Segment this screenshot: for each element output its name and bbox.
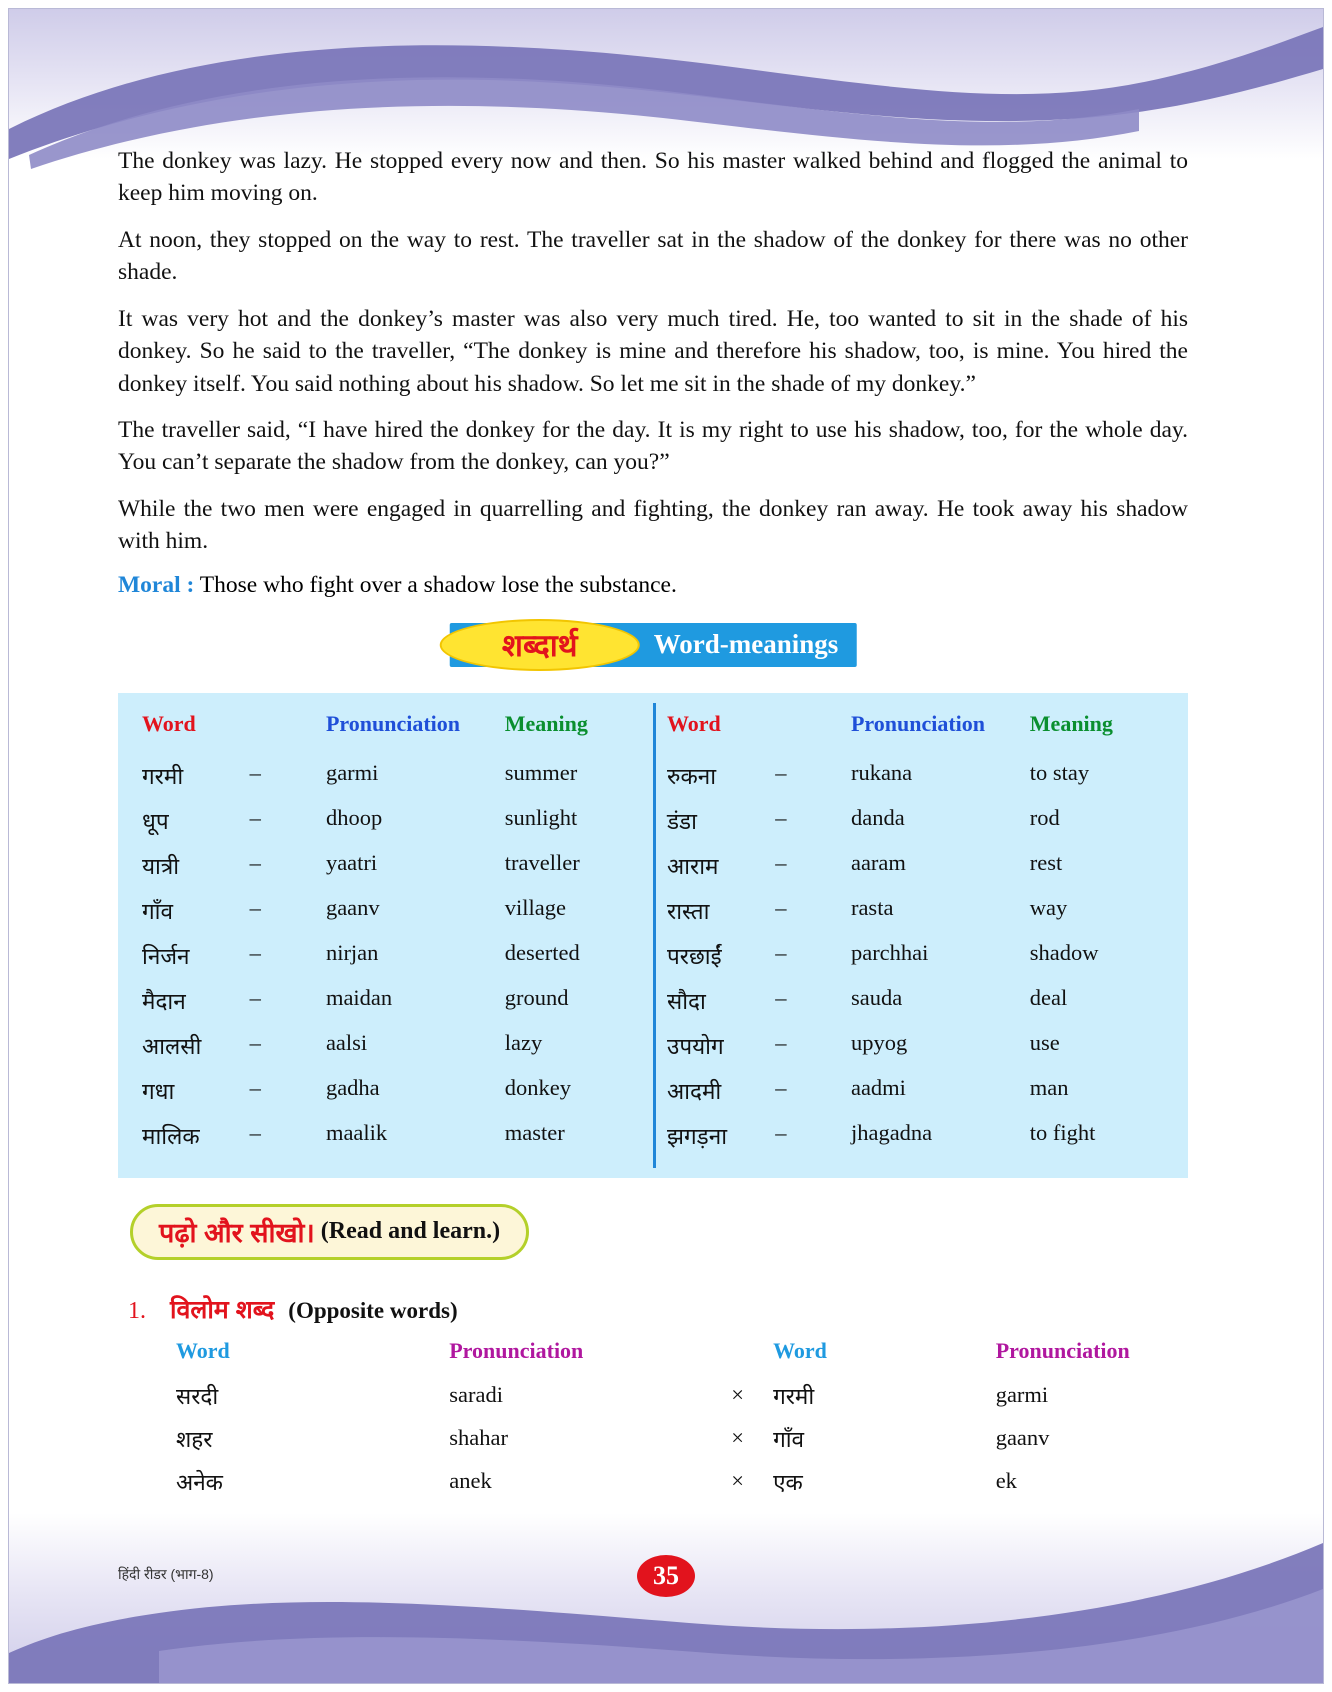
exercise-number: 1. [128, 1297, 146, 1324]
exercise-title-hindi: विलोम शब्द [170, 1295, 275, 1324]
cell-word: रुकना [667, 763, 717, 789]
cell-meaning: man [1029, 1074, 1069, 1100]
header-pronunciation: Pronunciation [850, 710, 986, 736]
word-meanings-banner-wrap [118, 623, 1188, 675]
cross-icon: × [731, 1382, 744, 1408]
cell-dash: – [249, 849, 261, 875]
cell-pronunciation: parchhai [850, 939, 929, 965]
cell-meaning: way [1029, 894, 1068, 920]
body-paragraph: The donkey was lazy. He stopped every now and then. So his master walked behind and flogged the animal to keep him moving on. [118, 148, 1188, 207]
table-row [667, 1068, 1178, 1113]
cell-dash: – [249, 939, 261, 965]
cell-meaning: summer [504, 759, 578, 785]
cell-word: आदमी [667, 1078, 722, 1104]
table-row [667, 1113, 1178, 1158]
cell-dash: – [249, 759, 261, 785]
cell-meaning: lazy [504, 1029, 543, 1055]
table-row [667, 888, 1178, 933]
word-meanings-right-column [653, 709, 1178, 1158]
header-meaning: Meaning [504, 710, 588, 736]
table-header-row [667, 709, 1178, 753]
cell-meaning: shadow [1029, 939, 1099, 965]
cell-word-left: शहर [176, 1426, 213, 1452]
word-meanings-left-column [128, 709, 653, 1158]
cell-pronunciation-right: gaanv [995, 1425, 1050, 1451]
cell-pronunciation: dhoop [325, 804, 383, 830]
cell-word: धूप [142, 808, 169, 834]
header-word: Word [142, 710, 196, 736]
cell-word: झगड़ना [667, 1123, 728, 1149]
read-and-learn-badge [130, 1204, 529, 1260]
exercise-heading [118, 1292, 1188, 1326]
cell-dash: – [775, 1074, 787, 1100]
header-pronunciation: Pronunciation [325, 710, 460, 736]
cell-pronunciation: aaram [850, 849, 906, 875]
cell-word: आलसी [142, 1033, 202, 1059]
cell-pronunciation: gadha [325, 1074, 380, 1100]
cell-pronunciation: maalik [325, 1119, 388, 1145]
cell-pronunciation: maidan [325, 984, 393, 1010]
table-header-row [176, 1338, 1188, 1374]
cross-icon: × [731, 1468, 744, 1494]
cell-word: मैदान [142, 988, 186, 1014]
cell-word: निर्जन [142, 943, 190, 969]
body-paragraph: At noon, they stopped on the way to rest. The traveller sat in the shadow of the donkey for there was no other shade. [118, 226, 1188, 286]
cell-dash: – [249, 1119, 261, 1145]
shabdarth-oval [440, 619, 640, 671]
cross-icon: × [731, 1425, 744, 1451]
cell-word: परछाईं [667, 943, 722, 969]
cell-dash: – [249, 804, 261, 830]
table-row [142, 978, 653, 1023]
table-row [142, 843, 653, 888]
body-paragraph: While the two men were engaged in quarrelling and fighting, the donkey ran away. He took away his shadow with him. [118, 495, 1188, 555]
cell-word-right: एक [773, 1469, 803, 1495]
page-content [118, 145, 1188, 1503]
cell-pronunciation: garmi [325, 759, 379, 785]
table-row [176, 1374, 1188, 1417]
footer-book-label: हिंदी रीडर (भाग-8) [118, 1566, 214, 1582]
cell-dash: – [775, 849, 787, 875]
cell-word: गधा [142, 1078, 175, 1104]
cell-pronunciation-left: saradi [449, 1382, 503, 1408]
cell-meaning: use [1029, 1029, 1060, 1055]
cell-word: गाँव [142, 898, 174, 924]
cell-dash: – [775, 939, 787, 965]
cell-pronunciation: jhagadna [850, 1119, 933, 1145]
table-row [667, 933, 1178, 978]
cell-meaning: deal [1029, 984, 1068, 1010]
moral-line [118, 572, 1188, 599]
cell-pronunciation: aadmi [850, 1074, 906, 1100]
exercise-title-english: (Opposite words) [288, 1297, 458, 1323]
word-meanings-english-label: Word-meanings [653, 629, 839, 660]
table-row [142, 1113, 653, 1158]
table-header-row [142, 709, 653, 753]
table-row [142, 1023, 653, 1068]
cell-meaning: rest [1029, 849, 1063, 875]
read-and-learn-english: (Read and learn.) [320, 1218, 501, 1245]
moral-text: Those who fight over a shadow lose the substance. [194, 571, 677, 598]
cell-word: सौदा [667, 988, 706, 1014]
moral-label: Moral : [118, 571, 195, 598]
cell-pronunciation: rasta [850, 894, 894, 920]
header-word-right: Word [773, 1337, 827, 1363]
table-row [667, 1023, 1178, 1068]
cell-meaning: master [504, 1119, 565, 1145]
cell-dash: – [775, 984, 787, 1010]
cell-meaning: donkey [504, 1074, 572, 1100]
cell-meaning: village [504, 894, 567, 920]
cell-word-left: सरदी [176, 1383, 219, 1409]
cell-pronunciation: rukana [850, 759, 913, 785]
cell-dash: – [775, 1029, 787, 1055]
cell-pronunciation-right: ek [995, 1468, 1017, 1494]
table-row [176, 1460, 1188, 1503]
cell-word: गरमी [142, 763, 184, 789]
cell-dash: – [775, 804, 787, 830]
header-pronunciation-left: Pronunciation [449, 1337, 584, 1363]
cell-pronunciation: danda [850, 804, 905, 830]
word-meanings-table [118, 693, 1188, 1178]
cell-word-right: गरमी [773, 1383, 815, 1409]
read-and-learn-wrap [118, 1204, 1188, 1266]
cell-pronunciation: gaanv [325, 894, 380, 920]
cell-pronunciation-right: garmi [995, 1382, 1049, 1408]
header-word-left: Word [176, 1337, 230, 1363]
cell-meaning: to fight [1029, 1119, 1096, 1145]
cell-meaning: sunlight [504, 804, 578, 830]
cell-meaning: ground [504, 984, 569, 1010]
body-paragraph: The traveller said, “I have hired the donkey for the day. It is my right to use his shadow, too, for the whole day. You can’t separate the shadow from the donkey, can you?” [118, 416, 1188, 476]
cell-pronunciation: yaatri [325, 849, 378, 875]
cell-word: रास्ता [667, 898, 710, 924]
cell-dash: – [249, 1029, 261, 1055]
cell-meaning: traveller [504, 849, 580, 875]
table-row [667, 798, 1178, 843]
cell-pronunciation: nirjan [325, 939, 379, 965]
cell-dash: – [249, 894, 261, 920]
cell-meaning: to stay [1029, 759, 1090, 785]
cell-meaning: deserted [504, 939, 580, 965]
cell-word: डंडा [667, 808, 697, 834]
cell-pronunciation: aalsi [325, 1029, 368, 1055]
table-row [142, 1068, 653, 1113]
cell-word: आराम [667, 853, 719, 879]
cell-word: उपयोग [667, 1033, 724, 1059]
cell-dash: – [249, 984, 261, 1010]
header-pronunciation-right: Pronunciation [995, 1337, 1130, 1363]
cell-dash: – [775, 894, 787, 920]
cell-word-left: अनेक [176, 1469, 223, 1495]
header-meaning: Meaning [1029, 710, 1113, 736]
word-meanings-banner [450, 623, 857, 667]
table-row [667, 843, 1178, 888]
cell-meaning: rod [1029, 804, 1060, 830]
table-row [142, 888, 653, 933]
cell-word: मालिक [142, 1123, 200, 1149]
cell-dash: – [775, 759, 787, 785]
body-paragraph: It was very hot and the donkey’s master was also very much tired. He, too wanted to sit in the shade of his donkey. So he said to the traveller, “The donkey is mine and therefore his shadow, too, is mine. You hired the donkey itself. You said nothing about his shadow. So let me sit in the shade of my donkey.” [118, 305, 1188, 397]
page-number-badge: 35 [637, 1555, 695, 1597]
cell-pronunciation-left: shahar [449, 1425, 508, 1451]
table-row [667, 753, 1178, 798]
table-row [142, 753, 653, 798]
cell-dash: – [775, 1119, 787, 1145]
cell-word-right: गाँव [773, 1426, 805, 1452]
shabdarth-hindi-label: शब्दार्थ [501, 627, 578, 663]
opposite-words-table [176, 1338, 1188, 1503]
cell-word: यात्री [142, 853, 180, 879]
cell-pronunciation: upyog [850, 1029, 908, 1055]
cell-dash: – [249, 1074, 261, 1100]
cell-pronunciation: sauda [850, 984, 903, 1010]
table-row [667, 978, 1178, 1023]
read-and-learn-hindi: पढ़ो और सीखो। [159, 1218, 315, 1249]
exercise-1 [118, 1292, 1188, 1503]
table-row [142, 798, 653, 843]
header-word: Word [667, 710, 721, 736]
table-row [142, 933, 653, 978]
cell-pronunciation-left: anek [449, 1468, 492, 1494]
table-row [176, 1417, 1188, 1460]
